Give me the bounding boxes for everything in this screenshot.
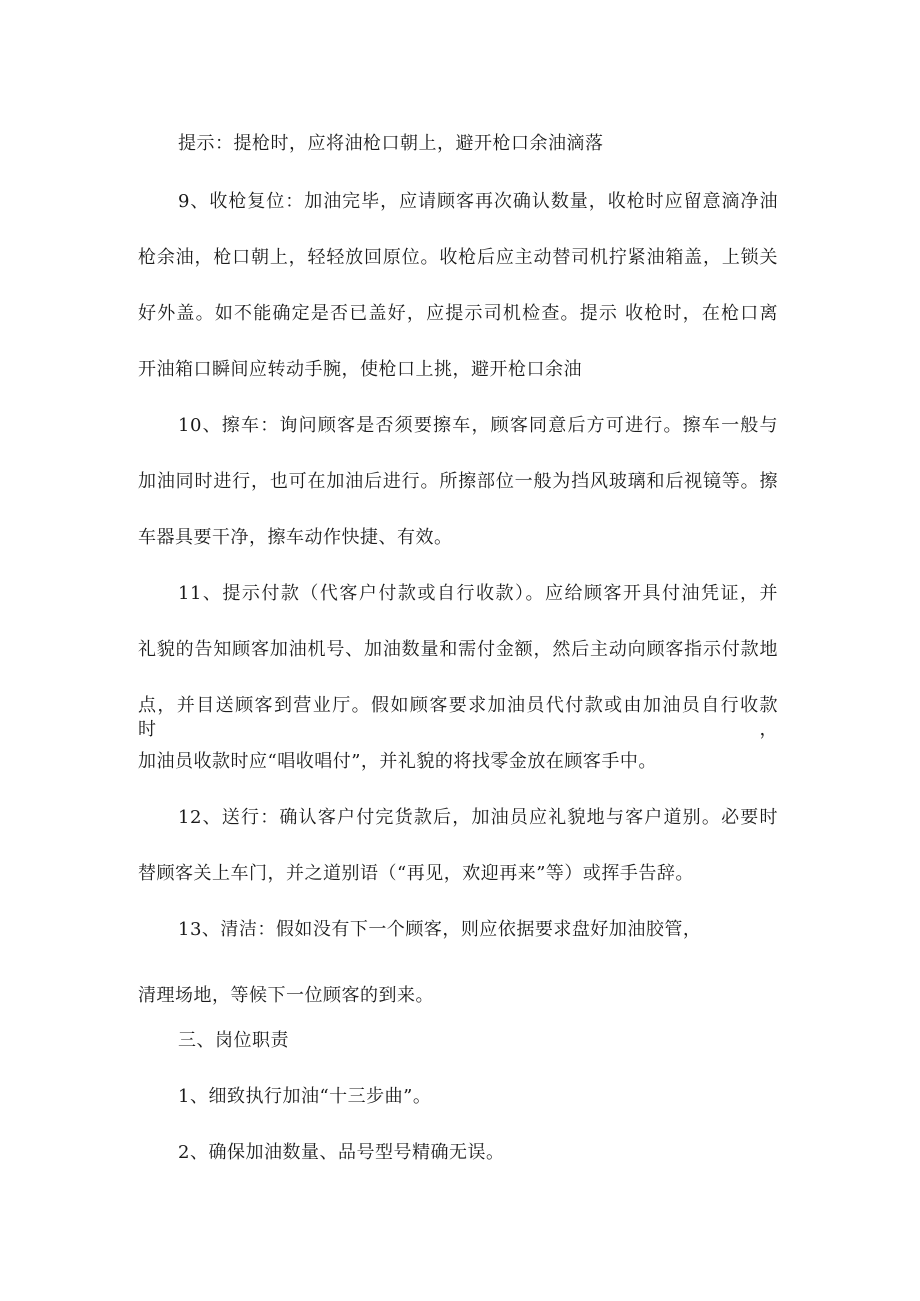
step-11-line-1: 11、提示付款（代客户付款或自行收款）。应给顾客开具付油凭证，并	[178, 583, 778, 604]
duty-item-1: 1、细致执行加油“十三步曲”。	[178, 1086, 432, 1107]
duty-item-2: 2、确保加油数量、品号型号精确无误。	[178, 1142, 505, 1163]
step-11-line-2: 礼貌的告知顾客加油机号、加油数量和需付金额，然后主动向顾客指示付款地	[138, 639, 778, 660]
tip-refuel-line: 提示：提枪时，应将油枪口朝上，避开枪口余油滴落	[178, 133, 604, 154]
step-13-line-1: 13、清洁：假如没有下一个顾客，则应依据要求盘好加油胶管，	[178, 919, 702, 940]
step-10-line-3: 车器具要干净，擦车动作快捷、有效。	[138, 527, 453, 548]
step-9-line-1: 9、收枪复位：加油完毕，应请顾客再次确认数量，收枪时应留意滴净油	[178, 191, 778, 212]
step-13-line-2: 清理场地，等候下一位顾客的到来。	[138, 985, 434, 1006]
step-11-line-3: 点，并目送顾客到营业厅。假如顾客要求加油员代付款或由加油员自行收款时，	[138, 695, 778, 740]
step-10-line-2: 加油同时进行，也可在加油后进行。所擦部位一般为挡风玻璃和后视镜等。擦	[138, 471, 778, 492]
step-11-line-4: 加油员收款时应“唱收唱付”，并礼貌的将找零金放在顾客手中。	[138, 751, 657, 772]
step-9-line-4: 开油箱口瞬间应转动手腕，使枪口上挑，避开枪口余油	[138, 359, 582, 380]
step-12-line-1: 12、送行：确认客户付完货款后，加油员应礼貌地与客户道别。必要时	[178, 807, 778, 828]
step-12-line-2: 替顾客关上车门，并之道别语（“再见，欢迎再来”等）或挥手告辞。	[138, 863, 694, 884]
step-9-line-3: 好外盖。如不能确定是否已盖好，应提示司机检查。提示 收枪时，在枪口离	[138, 303, 778, 324]
section-heading-duties: 三、岗位职责	[178, 1030, 289, 1051]
step-9-line-2: 枪余油，枪口朝上，轻轻放回原位。收枪后应主动替司机拧紧油箱盖，上锁关	[138, 247, 778, 268]
step-10-line-1: 10、擦车：询问顾客是否须要擦车，顾客同意后方可进行。擦车一般与	[178, 415, 778, 436]
